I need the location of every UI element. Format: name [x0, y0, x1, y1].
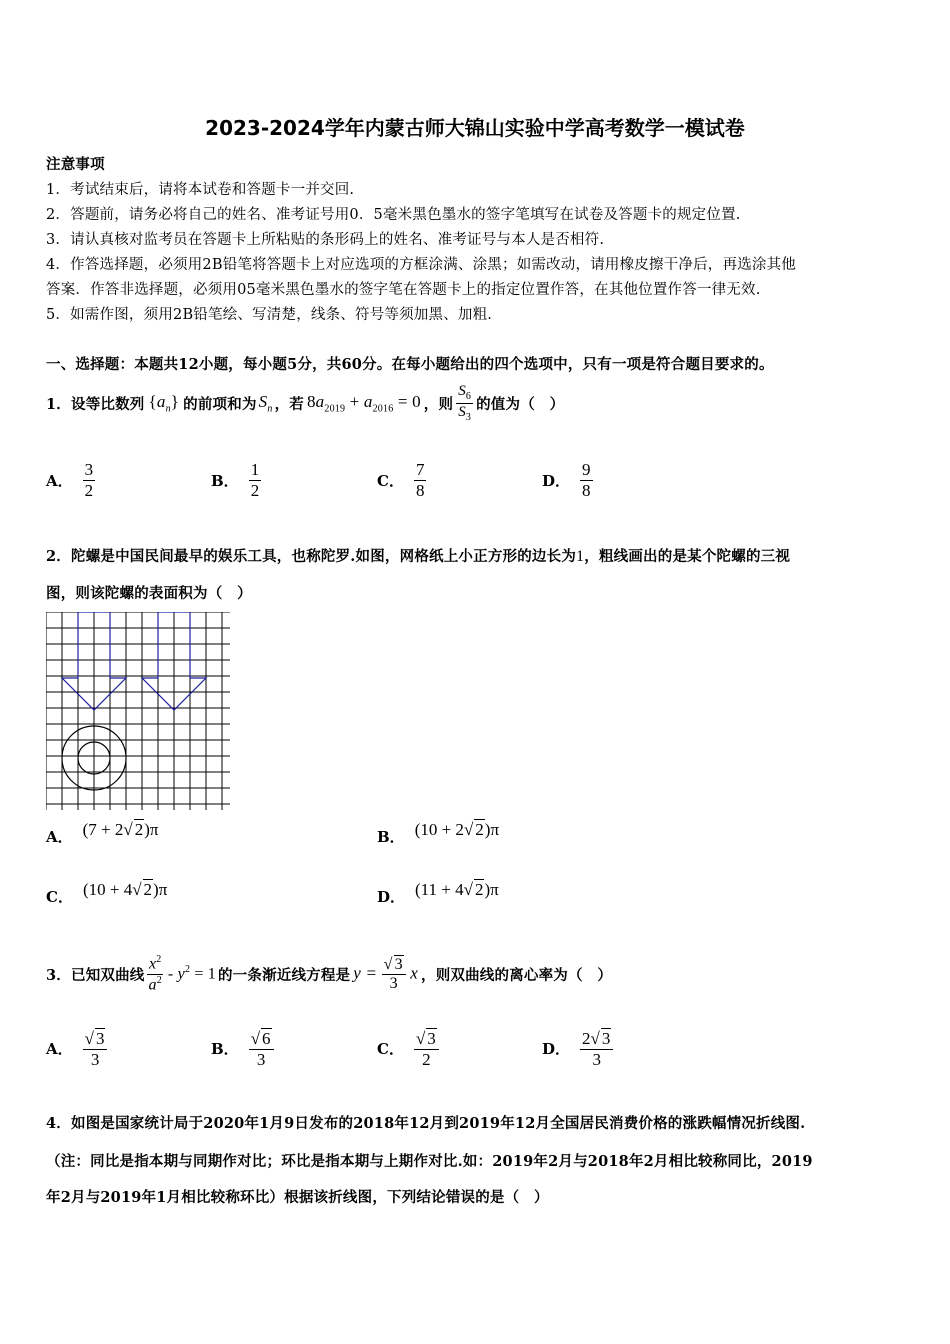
q1-text-2: ，若 [274, 395, 304, 413]
q1-option-a[interactable]: A． $\frac{3}{2}$ [46, 460, 94, 500]
question-2-line-1: 2．陀螺是中国民间最早的娱乐工具，也称陀罗.如图，网格纸上小正方形的边长为1，粗线画出的是某个陀螺的三视 [46, 548, 791, 565]
option-label: D． [542, 1040, 571, 1059]
q3-text-1: 的一条渐近线方程是 [217, 966, 351, 984]
option-label: A． [46, 471, 73, 490]
q3-option-a[interactable]: A． $\frac{√ 3}{3}$ [46, 1028, 107, 1069]
option-label: A． [46, 1040, 73, 1059]
notice-item: 4．作答选择题，必须用2B铅笔将答题卡上对应选项的方框涂满、涂黑；如需改动，请用橡皮擦干净后，再选涂其他 [46, 257, 797, 273]
question-4-line-1: 4．如图是国家统计局于2020年1月9日发布的2018年12月到2019年12月全国居民消费价格的涨跌幅情况折线图. [46, 1115, 806, 1132]
q1-prefix: 1．设等比数列 [46, 395, 145, 413]
q3-prefix: 3．已知双曲线 [46, 966, 145, 984]
question-3 [46, 944, 612, 1004]
q1-sequence: $\{a_n\}$ [148, 391, 180, 415]
q1-option-c[interactable]: C． $\frac{7}{8}$ [377, 460, 425, 500]
question-2-line-2: 图，则该陀螺的表面积为（ ） [46, 585, 252, 602]
q1-equation: $8a_{2019} + a_{2016} = 0$ [306, 391, 421, 415]
notice-item: 2．答题前，请务必将自己的姓名、准考证号用0．5毫米黑色墨水的签字笔填写在试卷及答题卡的规定位置. [46, 207, 741, 223]
question-1 [46, 378, 564, 428]
option-label: A． [46, 828, 73, 846]
q1-sum: $S_n$ [258, 391, 273, 415]
option-label: B． [211, 471, 239, 490]
q1-text-1: 的前项和为 [183, 395, 257, 413]
option-label: D． [542, 471, 571, 490]
q3-option-c[interactable]: C． $\frac{√ 3}{2}$ [377, 1028, 439, 1069]
notice-heading: 注意事项 [46, 156, 105, 173]
notice-item: 1．考试结束后，请将本试卷和答题卡一并交回. [46, 182, 355, 198]
q3-hyperbola-fraction: $\frac{x^2}{a^2}$ [148, 953, 162, 993]
q3-option-b[interactable]: B． $\frac{√ 6}{3}$ [211, 1028, 274, 1069]
q1-text-4: 的值为（ ） [476, 395, 565, 413]
section-heading: 一、选择题：本题共12小题，每小题5分，共60分。在每小题给出的四个选项中，只有一项是符合题目要求的。 [46, 356, 774, 373]
q2-option-b[interactable]: B． (10 + 2√ 2)π [377, 820, 500, 846]
q3-text-2: ，则双曲线的离心率为（ ） [421, 966, 613, 984]
q2-option-c[interactable]: C． (10 + 4√ 2)π [46, 880, 168, 906]
notice-item: 5．如需作图，须用2B铅笔绘、写清楚，线条、符号等须加黑、加粗. [46, 307, 493, 323]
page-title: 2023-2024学年内蒙古师大锦山实验中学高考数学一模试卷 [205, 116, 745, 140]
q1-option-d[interactable]: D． $\frac{9}{8}$ [542, 460, 591, 500]
grid-figure-svg [46, 612, 230, 810]
q3-hyperbola-rest: - $y^2 = 1$ [167, 964, 216, 983]
q2-option-a[interactable]: A． (7 + 2√ 2)π [46, 820, 159, 846]
three-view-figure [46, 612, 230, 810]
notice-item: 3．请认真核对监考员在答题卡上所粘贴的条形码上的姓名、准考证号与本人是否相符. [46, 232, 605, 248]
notice-item: 答案．作答非选择题，必须用05毫米黑色墨水的签字笔在答题卡上的指定位置作答，在其他位置作答一律无效. [46, 282, 761, 298]
option-label: B． [377, 828, 405, 846]
q3-option-d[interactable]: D． $\frac{2√ 3}{3}$ [542, 1028, 613, 1069]
option-label: C． [377, 1040, 404, 1059]
q1-ratio: $\frac{S_6}{S_3}$ [458, 383, 472, 423]
q3-asymptote: y = $\frac{√ 3}{3}$ x [353, 955, 418, 992]
q1-option-b[interactable]: B． $\frac{1}{2}$ [211, 460, 260, 500]
option-label: C． [46, 888, 73, 906]
question-4-line-2: （注：同比是指本期与同期作对比；环比是指本期与上期作对比.如：2019年2月与2018年2月相比较称同比，2019 [46, 1153, 813, 1170]
option-label: C． [377, 471, 404, 490]
option-label: B． [211, 1040, 239, 1059]
q1-text-3: ，则 [423, 395, 454, 413]
q2-option-d[interactable]: D． (11 + 4√ 2)π [377, 880, 499, 906]
option-label: D． [377, 888, 406, 906]
question-4-line-3: 年2月与2019年1月相比较称环比）根据该折线图，下列结论错误的是（ ） [46, 1189, 549, 1206]
